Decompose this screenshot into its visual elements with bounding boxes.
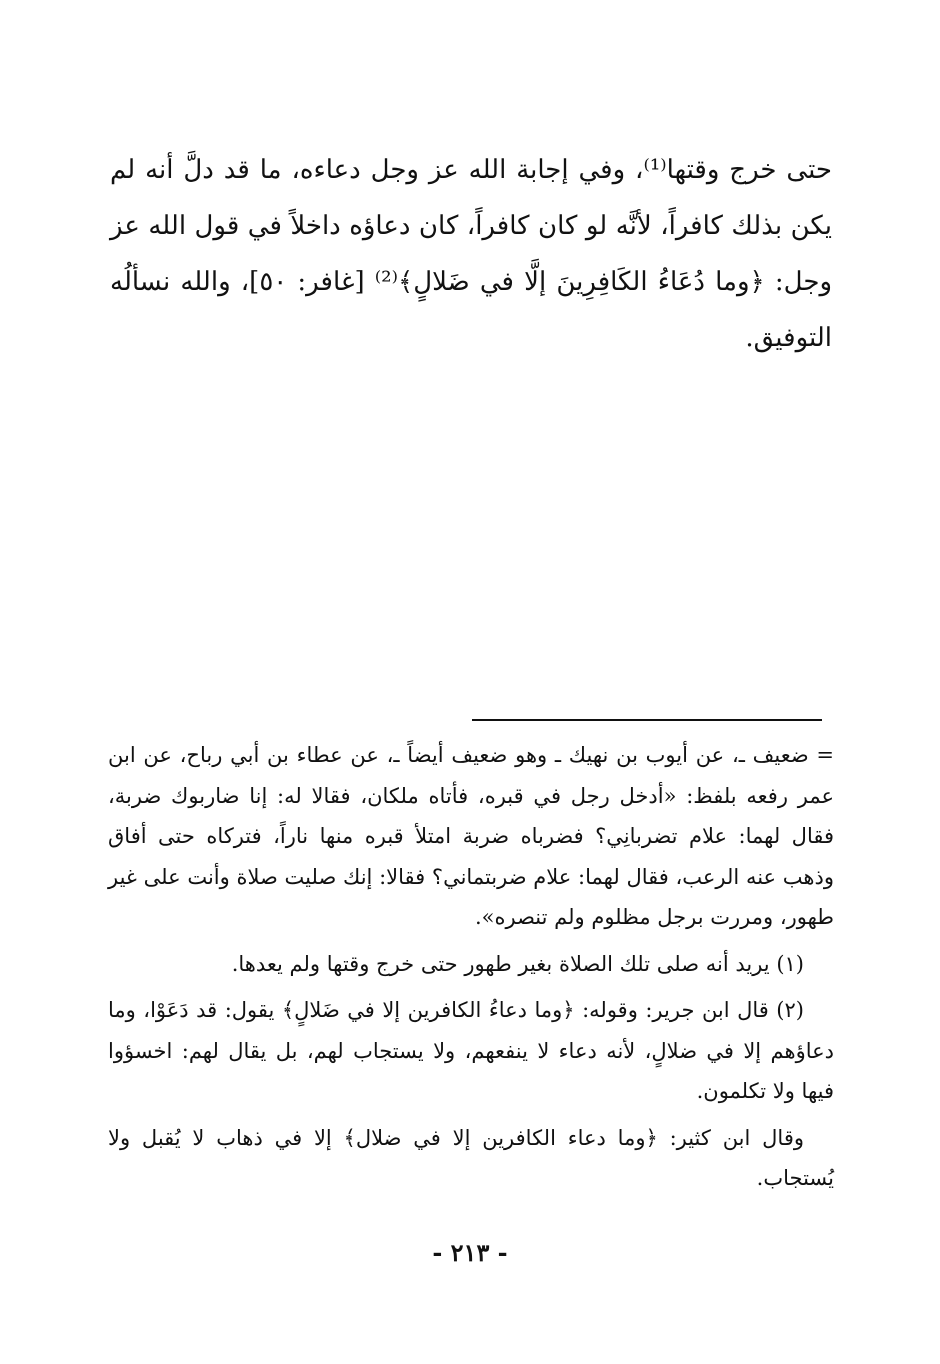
- main-paragraph: حتى خرج وقتها⁽¹⁾، وفي إجابة الله عز وجل دعاءه، ما قد دلَّ أنه لم يكن بذلك كافراً، لأنَّه لو كان كافراً، كان دعاؤه داخلاً في قول الله عز وجل: ﴿وما دُعَاءُ الكَافِرِينَ إلَّا في ضَلالٍ﴾⁽²⁾ [غافر: ٥٠]، والله نسألُه التوفيق.: [110, 155, 832, 353]
- footnote-divider: [472, 719, 822, 721]
- page-number: - ٢١٣ -: [432, 1238, 508, 1267]
- footnote-1: (١) يريد أنه صلى تلك الصلاة بغير طهور حتى خرج وقتها ولم يعدها.: [231, 951, 804, 976]
- main-text-block: [110, 142, 832, 366]
- footnotes-block: [108, 735, 834, 1199]
- footnote-continuation: = ضعيف ـ، عن أيوب بن نهيك ـ وهو ضعيف أيضاً ـ، عن عطاء بن أبي رباح، عن ابن عمر رفعه بلفظ: «أدخل رجل في قبره، فأتاه ملكان، فقالا له: إنا ضاربوك ضربة، فقال لهما: علام تضربانِي؟ فضرباه ضربة امتلأ قبره منها ناراً، فتركاه حتى أفاق وذهب عنه الرعب، فقال لهما: علام ضربتماني؟ فقالا: إنك صليت صلاة وأنت على غير طهور، ومررت برجل مظلوم ولم تنصره».: [108, 743, 834, 929]
- footnote-2: (٢) قال ابن جرير: وقوله: ﴿وما دعاءُ الكافرين إلا في ضَلالٍ﴾ يقول: قد دَعَوْا، وما دعاؤهم إلا في ضلالٍ، لأنه دعاء لا ينفعهم، ولا يستجاب لهم، بل يقال لهم: اخسؤوا فيها ولا تكلمون.: [108, 998, 834, 1103]
- footnote-2-continuation: وقال ابن كثير: ﴿وما دعاء الكافرين إلا في ضلال﴾ إلا في ذهاب لا يُقبل ولا يُستجاب.: [108, 1125, 834, 1190]
